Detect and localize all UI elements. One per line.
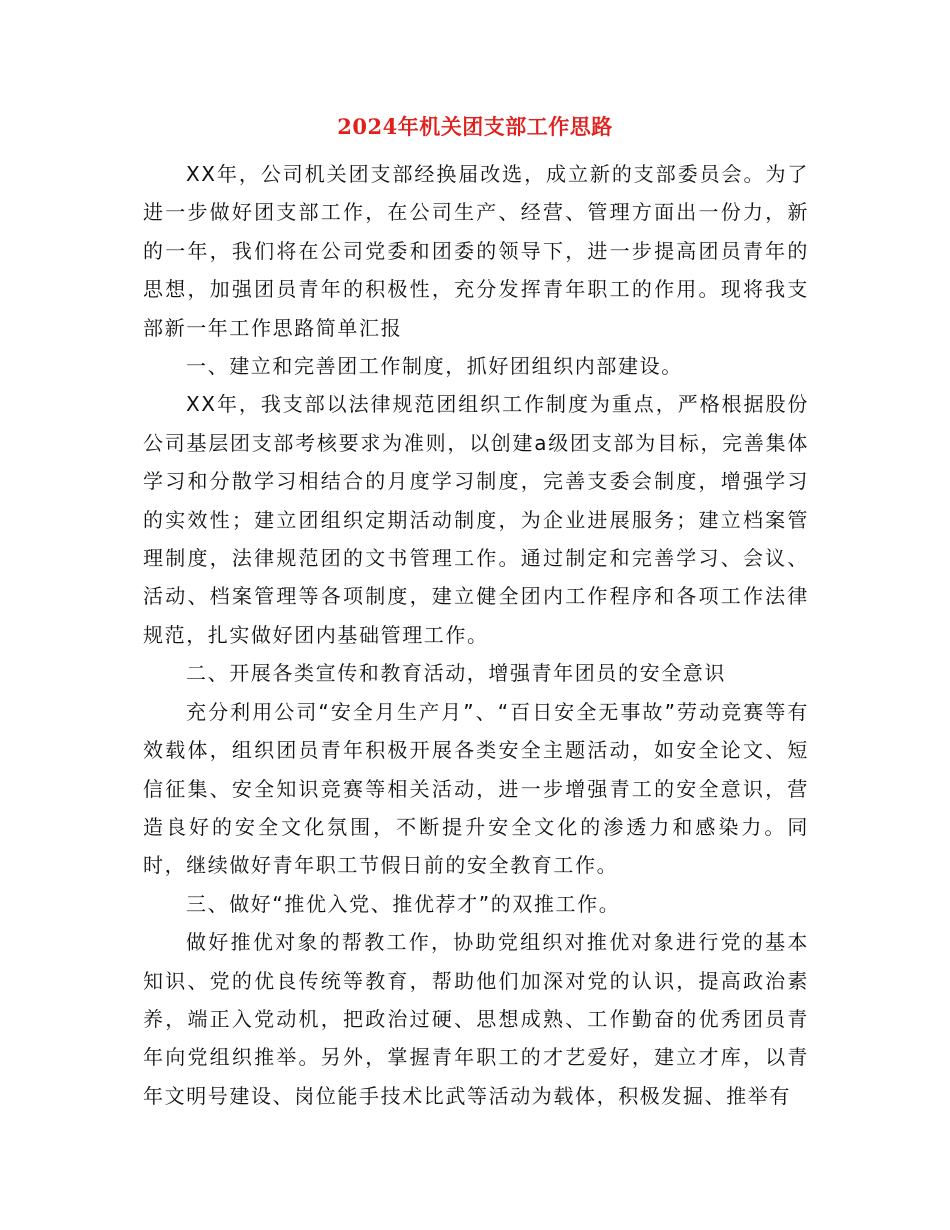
paragraph-section-3: 做好推优对象的帮教工作，协助党组织对推优对象进行党的基本知识、党的优良传统等教育，帮助他们加深对党的认识，提高政治素养，端正入党动机，把政治过硬、思想成熟、工作勤奋的优秀团员青年向党组织推举。另外，掌握青年职工的才艺爱好，建立才库，以青年文明号建设、岗位能手技术比武等活动为载体，积极发掘、推举有: [143, 930, 809, 1108]
section-heading-2: 二、开展各类宣传和教育活动，增强青年团员的安全意识: [186, 661, 726, 686]
section-heading-3: 三、做好“推优入党、推优荐才”的双推工作。: [186, 891, 621, 916]
document-title: 2024年机关团支部工作思路: [337, 114, 613, 139]
document-body: [143, 155, 809, 1115]
paragraph-intro: XX年，公司机关团支部经换届改选，成立新的支部委员会。为了进一步做好团支部工作，在公司生产、经营、管理方面出一份力，新的一年，我们将在公司党委和团委的领导下，进一步提高团员青年的思想，加强团员青年的积极性，充分发挥青年职工的作用。现将我支部新一年工作思路简单汇报: [143, 162, 809, 340]
paragraph-section-2: 充分利用公司“安全月生产月”、“百日安全无事故”劳动竞赛等有效载体，组织团员青年积极开展各类安全主题活动，如安全论文、短信征集、安全知识竞赛等相关活动，进一步增强青工的安全意识，营造良好的安全文化氛围，不断提升安全文化的渗透力和感染力。同时，继续做好青年职工节假日前的安全教育工作。: [143, 699, 809, 878]
paragraph-section-1: XX年，我支部以法律规范团组织工作制度为重点，严格根据股份公司基层团支部考核要求为准则，以创建a级团支部为目标，完善集体学习和分散学习相结合的月度学习制度，完善支委会制度，增强学习的实效性；建立团组织定期活动制度，为企业进展服务；建立档案管理制度，法律规范团的文书管理工作。通过制定和完善学习、会议、活动、档案管理等各项制度，建立健全团内工作程序和各项工作法律规范，扎实做好团内基础管理工作。: [143, 392, 809, 647]
section-heading-1: 一、建立和完善团工作制度，抓好团组织内部建设。: [186, 354, 683, 379]
